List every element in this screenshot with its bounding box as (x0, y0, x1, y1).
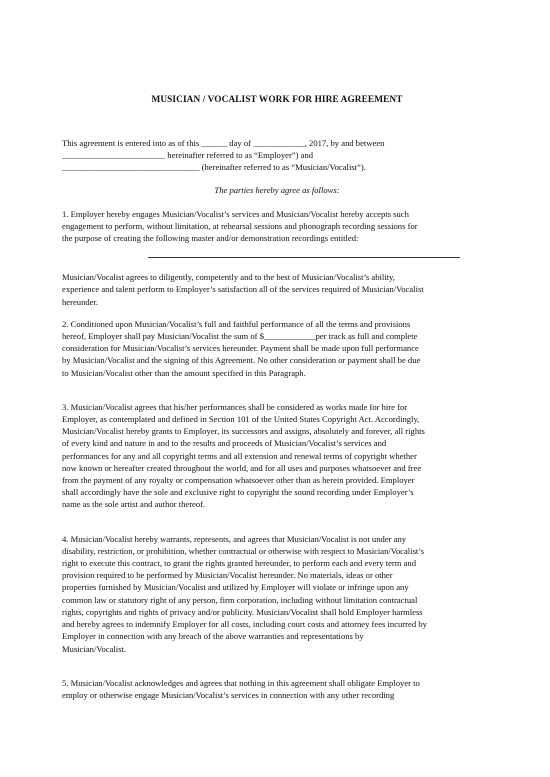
clause-4: 4. Musician/Vocalist hereby warrants, represents, and agrees that Musician/Vocalist is not under any disability, restriction, or prohibition, whether contractual or otherwise with respect to Musician/Vocalist’s right to execute this contract, to grant the rights granted hereunder, to perform each and every term and provision required to be performed by Musician/Vocalist hereunder. No materials, ideas or other properties furnished by Musician/Vocalist and utilized by Employer will violate or infringe upon any common law or statutory right of any person, firm corporation, including without limitation contractual rights, copyrights and rights of privacy and/or publicity. Musician/Vocalist shall hold Employer harmless and hereby agrees to indemnify Employer for all costs, including court costs and attorney fees incurred by Employer in connection with any breach of the above warranties and representations by Musician/Vocalist. (62, 533, 427, 654)
clause-3: 3. Musician/Vocalist agrees that his/her performances shall be considered as works made for hire for Employer, as contemplated and defined in Section 101 of the United States Copyright Act. Accordingly, Musician/Vocalist hereby grants to Employer, its successors and assigns, absolutely and forever, all rights of every kind and nature in and to the results and proceeds of Musician/Vocalist’s services and performances for any and all copyright terms and all extension and renewal terms of copyright whether now known or hereafter created throughout the world, and for all uses and purposes whatsoever and free from the payment of any royalty or compensation whatsoever other than as herein provided. Employer shall accordingly have the sole and exclusive right to copyright the sound recording under Employer’s name as the sole artist and author thereof. (62, 401, 425, 510)
parties-agree-heading: The parties hereby agree as follows: (214, 184, 340, 195)
clause-1-continued: Musician/Vocalist agrees to diligently, competently and to the best of Musician/Vocalist’s ability, experience and talent perform to Employer’s satisfaction all of the services required of Musician/Vocalist hereunder. (62, 272, 424, 307)
clause-2: 2. Conditioned upon Musician/Vocalist’s full and faithful performance of all the terms and provisions hereof, Employer shall pay Musician/Vocalist the sum of $____________per track as full and complete consideration for Musician/Vocalist’s services hereunder. Payment shall be made upon full performance by Musician/Vocalist and the signing of this Agreement. No other consideration or payment shall be due to Musician/Vocalist other than the amount specified in this Paragraph. (62, 318, 421, 378)
clause-5: 5. Musician/Vocalist acknowledges and agrees that nothing in this agreement shall obligate Employer to employ or otherwise engage Musician/Vocalist’s services in connection with any other recording (62, 677, 420, 700)
intro-paragraph: This agreement is entered into as of this ______ day of ____________, 2017, by and between ________________________ hereinafter referred to as “Employer”) and ________________________________ (hereinafter referred to as “Musician/Vocalist”). (62, 138, 385, 173)
recording-title-blank-line (148, 257, 460, 258)
document-title: MUSICIAN / VOCALIST WORK FOR HIRE AGREEMENT (151, 95, 403, 105)
clause-1: 1. Employer hereby engages Musician/Vocalist’s services and Musician/Vocalist hereby accepts such engagement to perform, without limitation, at rehearsal sessions and phonograph recording sessions for the purpose of creating the following master and/or demonstration recordings entitled: (62, 208, 418, 244)
